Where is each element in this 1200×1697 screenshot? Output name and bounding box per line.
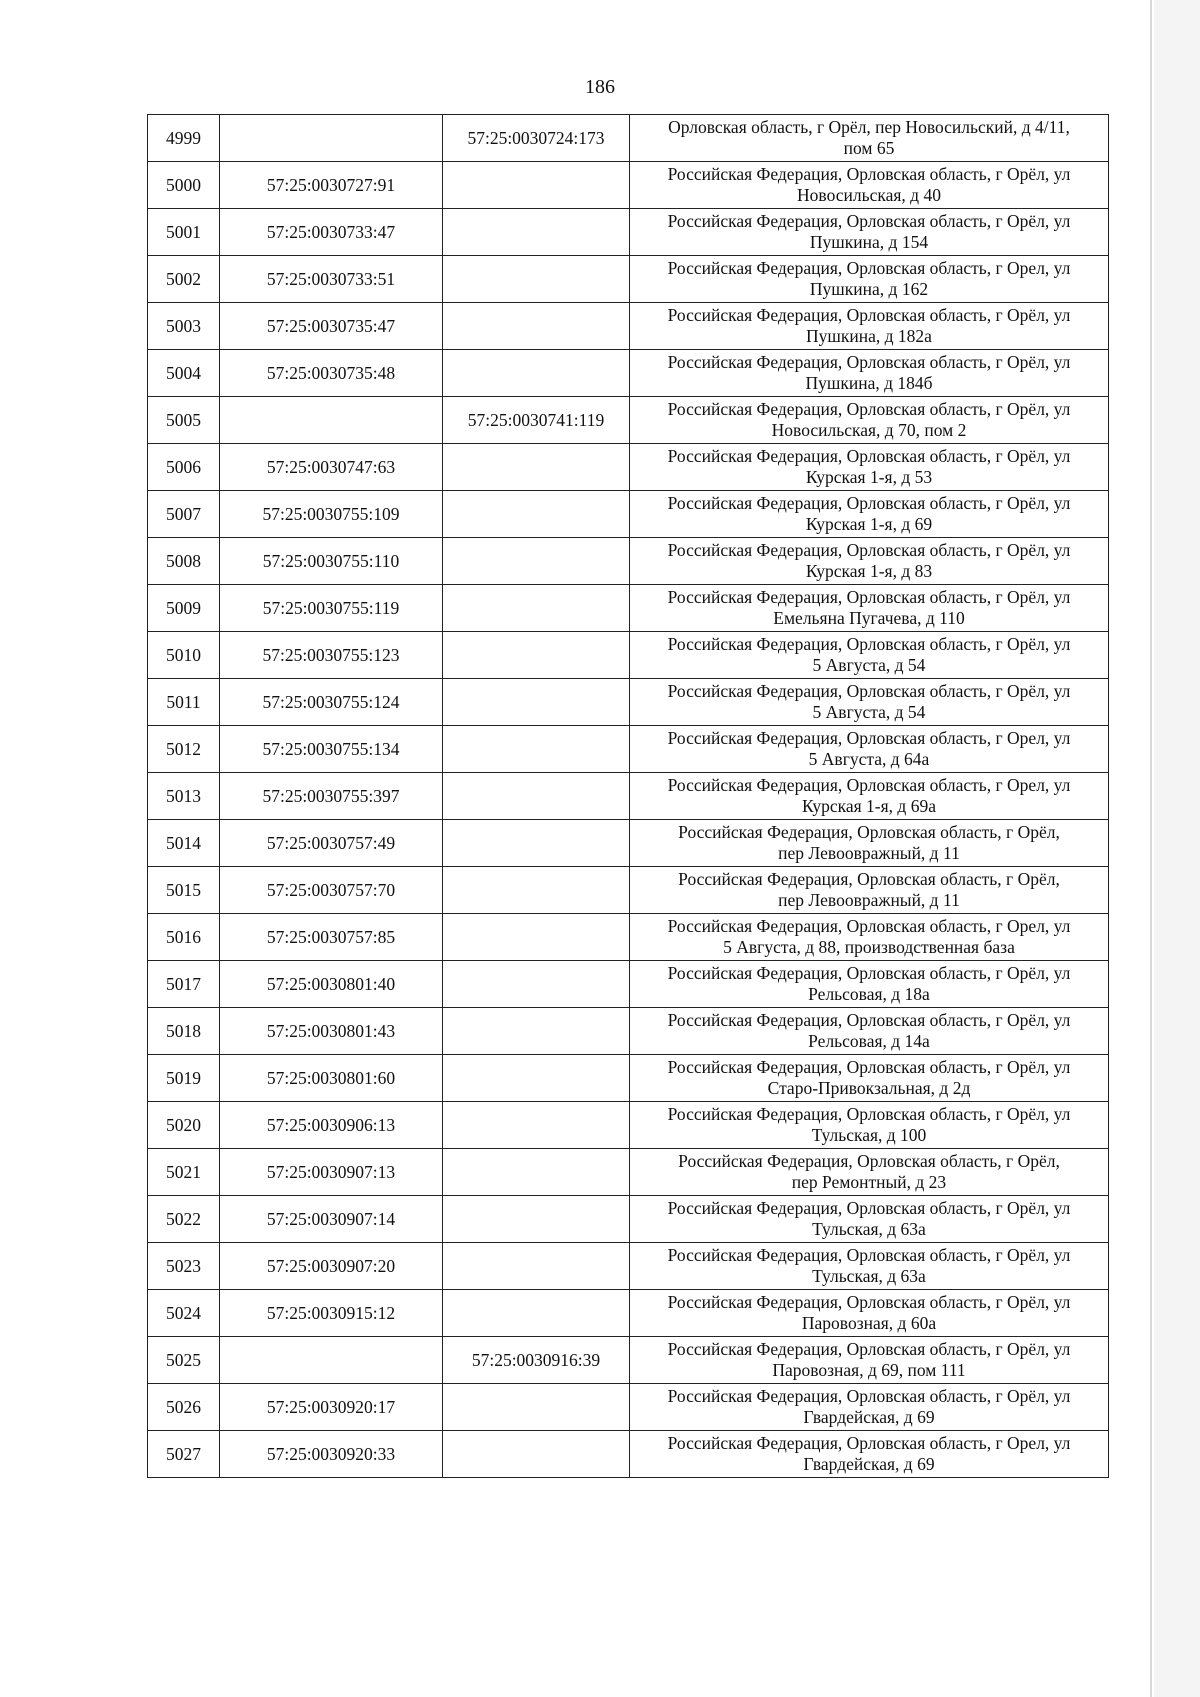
table-row (148, 961, 1109, 1008)
address-cell (630, 444, 1109, 491)
address-cell (630, 1384, 1109, 1431)
table-row (148, 1431, 1109, 1478)
address-line-1: Российская Федерация, Орловская область, г Орел, ул (667, 728, 1071, 748)
building-cadastral-number (443, 961, 630, 1008)
address-line-1: Российская Федерация, Орловская область, г Орёл, (678, 869, 1060, 889)
land-cadastral-number: 57:25:0030755:124 (220, 679, 443, 726)
address-line-1: Российская Федерация, Орловская область, г Орёл, ул (667, 164, 1071, 184)
land-cadastral-number: 57:25:0030727:91 (220, 162, 443, 209)
row-number: 5026 (148, 1384, 220, 1431)
row-number: 5015 (148, 867, 220, 914)
building-cadastral-number (443, 679, 630, 726)
table-row (148, 303, 1109, 350)
address-cell (630, 632, 1109, 679)
land-cadastral-number: 57:25:0030801:40 (220, 961, 443, 1008)
land-cadastral-number (220, 115, 443, 162)
address-line-1: Российская Федерация, Орловская область, г Орёл, ул (667, 211, 1071, 231)
address-line-2: Гвардейская, д 69 (803, 1454, 935, 1474)
address-line-2: Рельсовая, д 18а (808, 984, 930, 1004)
address-cell (630, 1055, 1109, 1102)
address-cell (630, 115, 1109, 162)
table-row (148, 1149, 1109, 1196)
land-cadastral-number: 57:25:0030801:60 (220, 1055, 443, 1102)
address-line-2: Новосильская, д 70, пом 2 (771, 420, 967, 440)
address-line-1: Российская Федерация, Орловская область, г Орёл, ул (667, 1245, 1071, 1265)
address-line-1: Российская Федерация, Орловская область, г Орёл, ул (667, 305, 1071, 325)
row-number: 5001 (148, 209, 220, 256)
address-line-2: 5 Августа, д 64а (808, 749, 930, 769)
address-line-1: Российская Федерация, Орловская область, г Орел, ул (667, 916, 1071, 936)
address-cell (630, 1196, 1109, 1243)
row-number: 5013 (148, 773, 220, 820)
address-line-2: Пушкина, д 162 (809, 279, 929, 299)
land-cadastral-number: 57:25:0030907:13 (220, 1149, 443, 1196)
address-cell (630, 1008, 1109, 1055)
row-number: 4999 (148, 115, 220, 162)
row-number: 5018 (148, 1008, 220, 1055)
table-row (148, 115, 1109, 162)
land-cadastral-number: 57:25:0030755:119 (220, 585, 443, 632)
building-cadastral-number (443, 1431, 630, 1478)
land-cadastral-number: 57:25:0030915:12 (220, 1290, 443, 1337)
address-line-1: Российская Федерация, Орловская область, г Орёл, ул (667, 634, 1071, 654)
address-line-1: Российская Федерация, Орловская область, г Орёл, ул (667, 1010, 1071, 1030)
address-line-2: пом 65 (843, 138, 895, 158)
address-line-1: Российская Федерация, Орловская область, г Орёл, ул (667, 399, 1071, 419)
land-cadastral-number: 57:25:0030920:17 (220, 1384, 443, 1431)
table-row (148, 209, 1109, 256)
address-line-2: Тульская, д 100 (811, 1125, 927, 1145)
address-line-2: Курская 1-я, д 69 (805, 514, 933, 534)
table-row (148, 256, 1109, 303)
address-cell (630, 867, 1109, 914)
address-cell (630, 773, 1109, 820)
row-number: 5016 (148, 914, 220, 961)
address-line-2: 5 Августа, д 54 (812, 702, 926, 722)
land-cadastral-number: 57:25:0030920:33 (220, 1431, 443, 1478)
address-line-2: Пушкина, д 182а (806, 326, 932, 346)
land-cadastral-number: 57:25:0030757:85 (220, 914, 443, 961)
land-cadastral-number (220, 397, 443, 444)
building-cadastral-number (443, 1243, 630, 1290)
row-number: 5023 (148, 1243, 220, 1290)
table-row (148, 726, 1109, 773)
land-cadastral-number: 57:25:0030733:47 (220, 209, 443, 256)
land-cadastral-number: 57:25:0030755:134 (220, 726, 443, 773)
building-cadastral-number: 57:25:0030916:39 (443, 1337, 630, 1384)
building-cadastral-number (443, 1290, 630, 1337)
address-line-1: Российская Федерация, Орловская область, г Орёл, ул (667, 1292, 1071, 1312)
building-cadastral-number (443, 444, 630, 491)
address-cell (630, 679, 1109, 726)
building-cadastral-number (443, 632, 630, 679)
address-line-2: пер Ремонтный, д 23 (791, 1172, 947, 1192)
land-cadastral-number: 57:25:0030733:51 (220, 256, 443, 303)
row-number: 5009 (148, 585, 220, 632)
table-row (148, 1337, 1109, 1384)
address-line-1: Российская Федерация, Орловская область, г Орёл, ул (667, 540, 1071, 560)
land-cadastral-number: 57:25:0030907:14 (220, 1196, 443, 1243)
land-cadastral-number: 57:25:0030755:123 (220, 632, 443, 679)
row-number: 5011 (148, 679, 220, 726)
address-cell (630, 1290, 1109, 1337)
row-number: 5027 (148, 1431, 220, 1478)
address-line-1: Российская Федерация, Орловская область, г Орёл, ул (667, 963, 1071, 983)
table-row (148, 1290, 1109, 1337)
address-cell (630, 1337, 1109, 1384)
address-cell (630, 1102, 1109, 1149)
building-cadastral-number (443, 1055, 630, 1102)
address-line-1: Российская Федерация, Орловская область, г Орёл, ул (667, 1386, 1071, 1406)
address-line-1: Российская Федерация, Орловская область, г Орёл, (678, 822, 1060, 842)
address-cell (630, 726, 1109, 773)
address-line-2: Пушкина, д 154 (809, 232, 929, 252)
address-line-2: Гвардейская, д 69 (803, 1407, 935, 1427)
address-cell (630, 209, 1109, 256)
table-row (148, 867, 1109, 914)
table-row (148, 1243, 1109, 1290)
land-cadastral-number: 57:25:0030755:110 (220, 538, 443, 585)
address-line-1: Российская Федерация, Орловская область, г Орёл, ул (667, 587, 1071, 607)
scan-edge-line (1150, 0, 1152, 1697)
address-line-2: Старо-Привокзальная, д 2д (767, 1078, 971, 1098)
row-number: 5019 (148, 1055, 220, 1102)
land-cadastral-number: 57:25:0030907:20 (220, 1243, 443, 1290)
row-number: 5022 (148, 1196, 220, 1243)
row-number: 5012 (148, 726, 220, 773)
address-line-1: Российская Федерация, Орловская область, г Орел, ул (667, 258, 1071, 278)
address-cell (630, 1243, 1109, 1290)
address-cell (630, 820, 1109, 867)
table-row (148, 1008, 1109, 1055)
land-cadastral-number: 57:25:0030757:49 (220, 820, 443, 867)
land-cadastral-number: 57:25:0030757:70 (220, 867, 443, 914)
registry-body (148, 115, 1109, 1478)
building-cadastral-number (443, 1008, 630, 1055)
building-cadastral-number (443, 303, 630, 350)
row-number: 5008 (148, 538, 220, 585)
table-row (148, 1384, 1109, 1431)
address-line-1: Российская Федерация, Орловская область, г Орел, ул (667, 775, 1071, 795)
building-cadastral-number (443, 867, 630, 914)
table-row (148, 773, 1109, 820)
address-line-1: Российская Федерация, Орловская область, г Орёл, ул (667, 1104, 1071, 1124)
table-row (148, 350, 1109, 397)
address-line-2: Курская 1-я, д 83 (805, 561, 933, 581)
table-row (148, 491, 1109, 538)
address-cell (630, 162, 1109, 209)
address-cell (630, 1149, 1109, 1196)
table-row (148, 1196, 1109, 1243)
land-cadastral-number (220, 1337, 443, 1384)
address-line-2: Курская 1-я, д 69а (802, 796, 936, 816)
page-number: 186 (585, 76, 615, 98)
building-cadastral-number (443, 491, 630, 538)
land-cadastral-number: 57:25:0030735:47 (220, 303, 443, 350)
address-cell (630, 397, 1109, 444)
building-cadastral-number (443, 1196, 630, 1243)
scan-margin (1154, 0, 1200, 1697)
address-line-1: Российская Федерация, Орловская область, г Орёл, ул (667, 493, 1071, 513)
building-cadastral-number (443, 1149, 630, 1196)
row-number: 5017 (148, 961, 220, 1008)
table-row (148, 585, 1109, 632)
row-number: 5021 (148, 1149, 220, 1196)
building-cadastral-number (443, 585, 630, 632)
address-line-1: Российская Федерация, Орловская область, г Орёл, (678, 1151, 1060, 1171)
table-row (148, 914, 1109, 961)
building-cadastral-number: 57:25:0030741:119 (443, 397, 630, 444)
address-line-2: Пушкина, д 184б (805, 373, 933, 393)
address-cell (630, 914, 1109, 961)
row-number: 5002 (148, 256, 220, 303)
building-cadastral-number (443, 350, 630, 397)
row-number: 5004 (148, 350, 220, 397)
address-line-2: Емельяна Пугачева, д 110 (773, 608, 965, 628)
building-cadastral-number (443, 209, 630, 256)
address-line-2: Тульская, д 63а (812, 1266, 926, 1286)
building-cadastral-number (443, 914, 630, 961)
row-number: 5000 (148, 162, 220, 209)
building-cadastral-number (443, 538, 630, 585)
land-cadastral-number: 57:25:0030906:13 (220, 1102, 443, 1149)
table-row (148, 162, 1109, 209)
row-number: 5003 (148, 303, 220, 350)
address-cell (630, 350, 1109, 397)
building-cadastral-number (443, 1384, 630, 1431)
table-row (148, 397, 1109, 444)
address-line-2: Паровозная, д 60а (801, 1313, 937, 1333)
address-line-2: Курская 1-я, д 53 (805, 467, 933, 487)
building-cadastral-number: 57:25:0030724:173 (443, 115, 630, 162)
address-line-1: Российская Федерация, Орловская область, г Орёл, ул (667, 1057, 1071, 1077)
address-cell (630, 256, 1109, 303)
address-line-1: Российская Федерация, Орловская область, г Орёл, ул (667, 352, 1071, 372)
land-cadastral-number: 57:25:0030801:43 (220, 1008, 443, 1055)
row-number: 5005 (148, 397, 220, 444)
address-cell (630, 538, 1109, 585)
land-cadastral-number: 57:25:0030755:109 (220, 491, 443, 538)
row-number: 5024 (148, 1290, 220, 1337)
address-line-2: Рельсовая, д 14а (808, 1031, 930, 1051)
land-cadastral-number: 57:25:0030747:63 (220, 444, 443, 491)
table-row (148, 679, 1109, 726)
address-line-1: Российская Федерация, Орловская область, г Орёл, ул (667, 681, 1071, 701)
address-line-2: 5 Августа, д 88, производственная база (723, 937, 1015, 957)
address-cell (630, 961, 1109, 1008)
table-row (148, 1102, 1109, 1149)
address-cell (630, 1431, 1109, 1478)
building-cadastral-number (443, 1102, 630, 1149)
address-line-2: Паровозная, д 69, пом 111 (772, 1360, 966, 1380)
row-number: 5014 (148, 820, 220, 867)
row-number: 5006 (148, 444, 220, 491)
address-line-1: Российская Федерация, Орловская область, г Орёл, ул (667, 1198, 1071, 1218)
address-line-2: пер Левоовражный, д 11 (778, 890, 960, 910)
table-row (148, 632, 1109, 679)
address-line-2: Новосильская, д 40 (797, 185, 941, 205)
address-line-2: пер Левоовражный, д 11 (778, 843, 960, 863)
row-number: 5007 (148, 491, 220, 538)
address-line-2: 5 Августа, д 54 (812, 655, 926, 675)
row-number: 5020 (148, 1102, 220, 1149)
address-line-1: Российская Федерация, Орловская область, г Орел, ул (667, 1433, 1071, 1453)
row-number: 5010 (148, 632, 220, 679)
address-line-1: Российская Федерация, Орловская область, г Орёл, ул (667, 446, 1071, 466)
table-row (148, 820, 1109, 867)
building-cadastral-number (443, 773, 630, 820)
address-cell (630, 303, 1109, 350)
building-cadastral-number (443, 820, 630, 867)
table-row (148, 538, 1109, 585)
building-cadastral-number (443, 726, 630, 773)
land-cadastral-number: 57:25:0030735:48 (220, 350, 443, 397)
registry-table (147, 114, 1109, 1478)
building-cadastral-number (443, 162, 630, 209)
row-number: 5025 (148, 1337, 220, 1384)
table-row (148, 1055, 1109, 1102)
address-line-1: Орловская область, г Орёл, пер Новосильский, д 4/11, (668, 117, 1070, 137)
address-cell (630, 491, 1109, 538)
address-cell (630, 585, 1109, 632)
address-line-2: Тульская, д 63а (812, 1219, 926, 1239)
table-row (148, 444, 1109, 491)
address-line-1: Российская Федерация, Орловская область, г Орёл, ул (667, 1339, 1071, 1359)
building-cadastral-number (443, 256, 630, 303)
land-cadastral-number: 57:25:0030755:397 (220, 773, 443, 820)
